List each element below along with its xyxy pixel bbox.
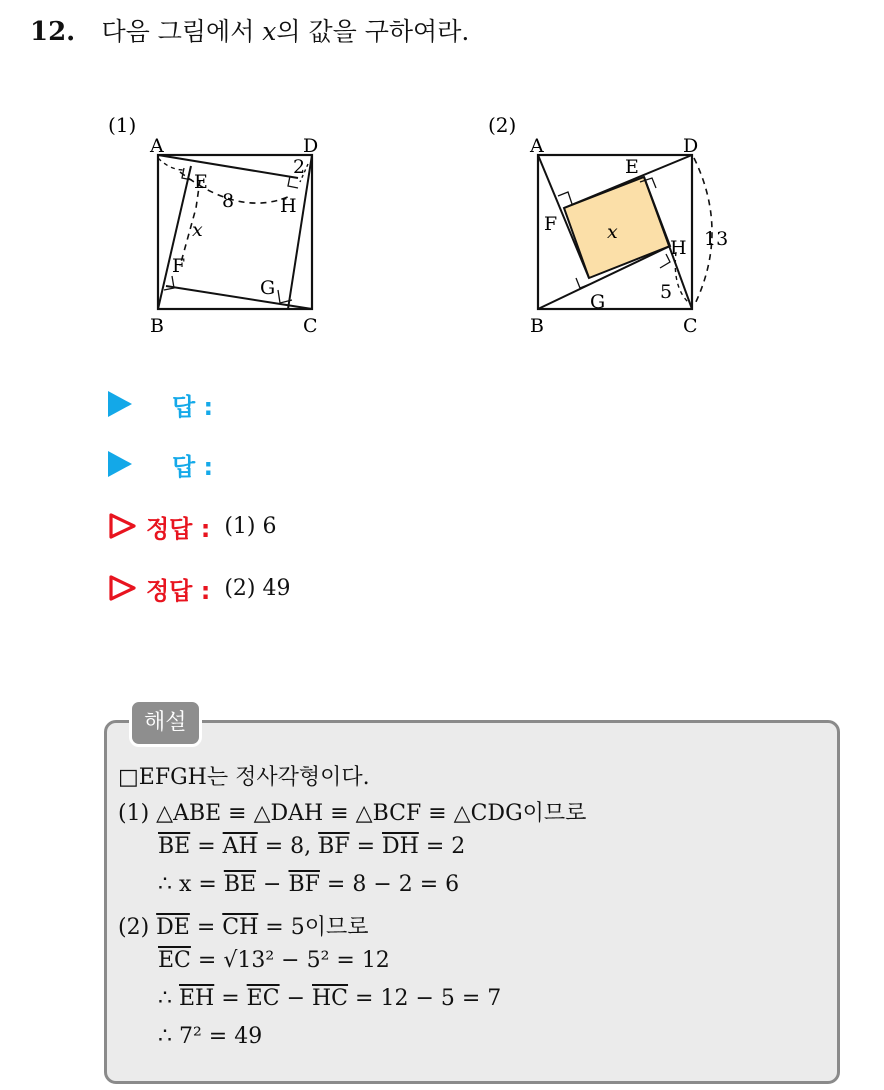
solution-line-6: $\overline{EC} = √13^2 - 5^2 = 12$ bbox=[158, 948, 390, 973]
fig1-label-D: D bbox=[303, 135, 319, 157]
fig1-dim-x: x bbox=[192, 219, 203, 241]
fig2-label-H: H bbox=[670, 237, 687, 259]
figure-1 bbox=[100, 108, 340, 348]
correct-value-1: (1) 6 bbox=[224, 513, 277, 539]
solution-line-2: (1) △ABE ≡ △DAH ≡ △BCF ≡ △CDG이므로 bbox=[118, 801, 587, 826]
solution-line-1: □EFGH는 정사각형이다. bbox=[118, 765, 370, 790]
solution-line-8: ∴ 7² = 49 bbox=[158, 1024, 263, 1049]
fig2-label-C: C bbox=[683, 315, 698, 337]
fig2-square-x: x bbox=[607, 221, 618, 243]
question-number: 12. bbox=[30, 17, 76, 47]
fig1-dim-2: 2 bbox=[293, 156, 306, 178]
answer-row-1 bbox=[108, 386, 213, 422]
play-icon bbox=[108, 451, 132, 477]
fig1-outer-square bbox=[158, 155, 312, 309]
fig2-label-D: D bbox=[683, 135, 699, 157]
solution-line-4: ∴ $x = \overline{BE} - \overline{BF} = 8 - 2 = 6$ bbox=[158, 872, 460, 897]
figure-2-label: (2) bbox=[488, 113, 517, 137]
solution-tab: 해설 bbox=[129, 699, 202, 747]
fig2-label-G: G bbox=[590, 291, 606, 313]
correct-row-1 bbox=[108, 508, 276, 544]
correct-row-2 bbox=[108, 570, 290, 606]
question-header bbox=[30, 12, 469, 48]
fig1-label-A: A bbox=[150, 135, 164, 157]
fig2-dim-5: 5 bbox=[660, 281, 673, 303]
solution-line-5: (2) $\overline{DE} = \overline{CH} = 5$이므로 bbox=[118, 915, 369, 940]
fig2-dim-13: 13 bbox=[704, 228, 729, 250]
solution-line-3: $\overline{BE} = \overline{AH} = 8$, $\overline{BF} = \overline{DH} = 2$ bbox=[158, 834, 466, 859]
question-text: 다음 그림에서 x의 값을 구하여라. bbox=[101, 17, 470, 46]
answer-label-2: 답 : bbox=[172, 452, 214, 481]
answer-row-2 bbox=[108, 446, 213, 482]
solution-line-7: ∴ $\overline{EH} = \overline{EC} - \overline{HC} = 12 - 5 = 7$ bbox=[158, 986, 502, 1011]
correct-value-2: (2) 49 bbox=[224, 575, 291, 601]
figure-2 bbox=[480, 108, 740, 348]
fig1-label-E: E bbox=[194, 171, 208, 193]
figure-1-label: (1) bbox=[108, 113, 137, 137]
fig1-label-H: H bbox=[280, 195, 297, 217]
play-outline-icon bbox=[108, 574, 138, 602]
play-icon bbox=[108, 391, 132, 417]
fig1-label-F: F bbox=[172, 255, 186, 277]
fig1-label-C: C bbox=[303, 315, 318, 337]
fig1-label-B: B bbox=[150, 315, 164, 337]
fig1-dim-8: 8 bbox=[222, 190, 235, 212]
fig1-label-G: G bbox=[260, 277, 276, 299]
correct-label-2: 정답 : bbox=[146, 576, 211, 605]
fig2-label-A: A bbox=[530, 135, 544, 157]
answer-label-1: 답 : bbox=[172, 392, 214, 421]
fig2-label-B: B bbox=[530, 315, 544, 337]
fig2-label-F: F bbox=[544, 213, 558, 235]
play-outline-icon bbox=[108, 512, 138, 540]
correct-label-1: 정답 : bbox=[146, 514, 211, 543]
fig2-label-E: E bbox=[625, 156, 639, 178]
